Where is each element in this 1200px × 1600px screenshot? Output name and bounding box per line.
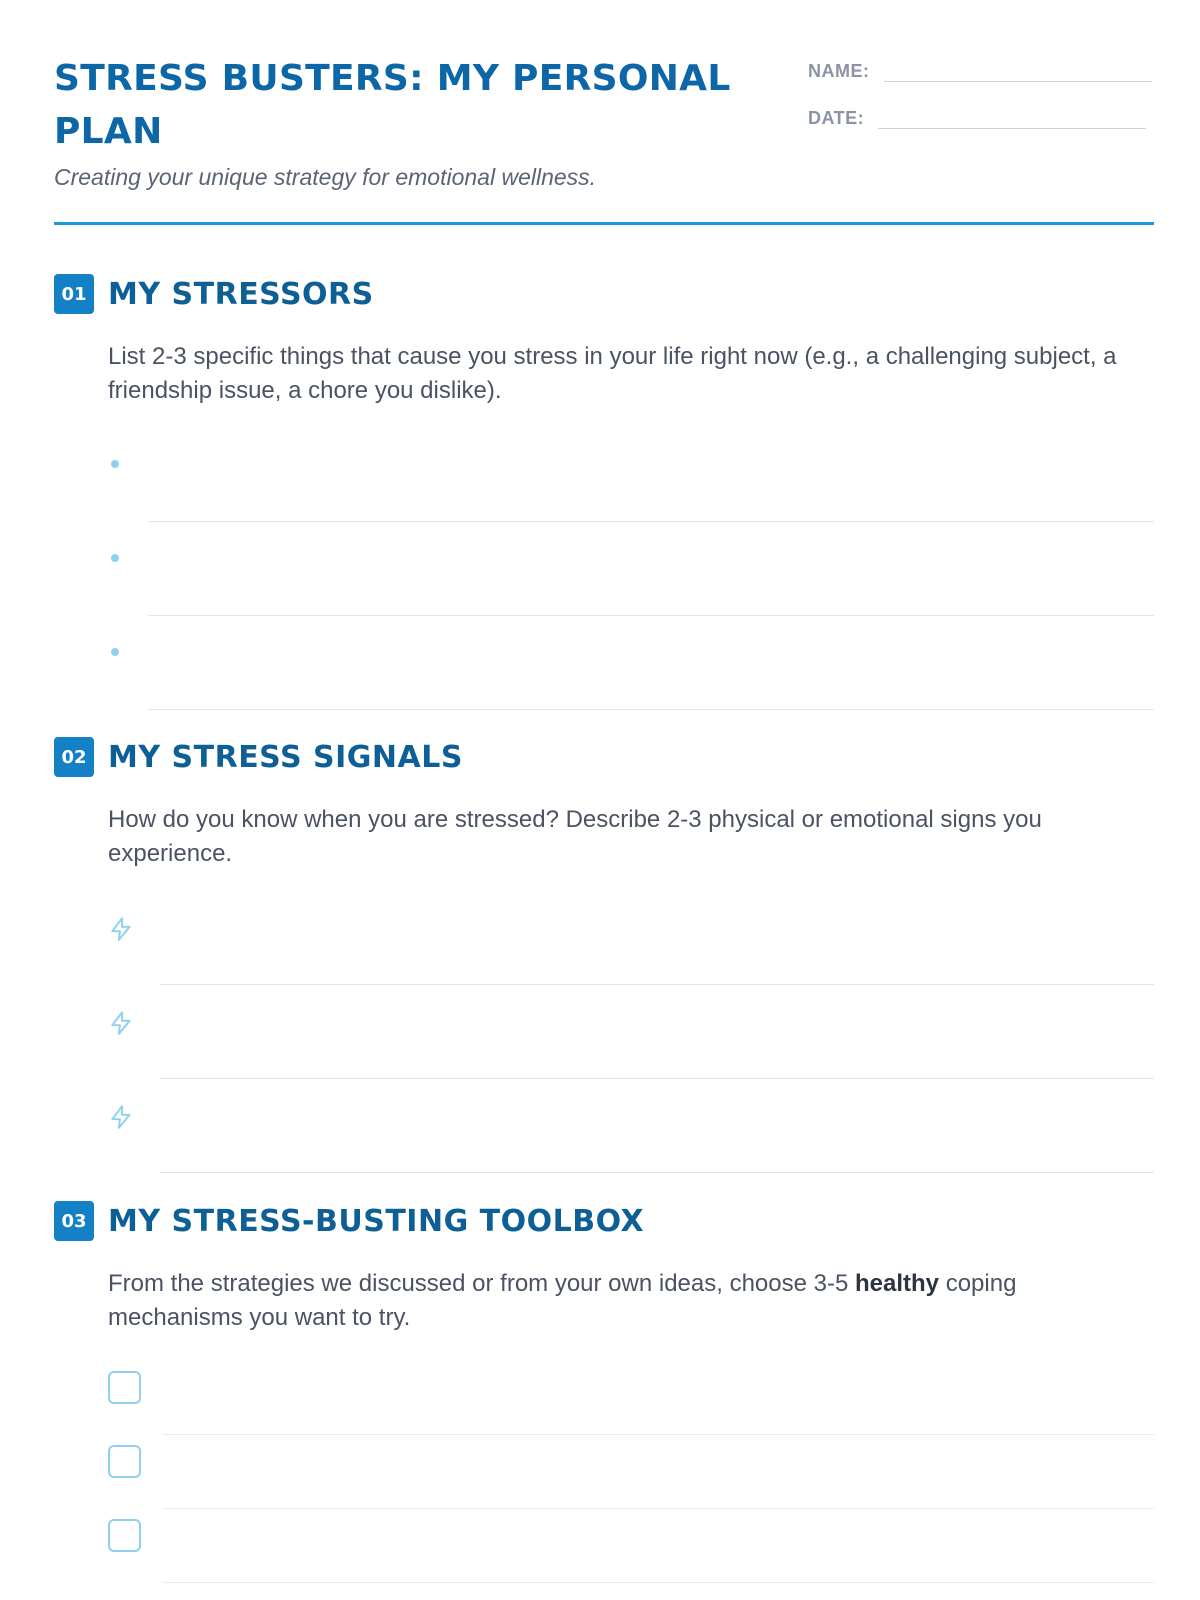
section-number-badge: 03 xyxy=(54,1201,94,1241)
page-subtitle: Creating your unique strategy for emotional wellness. xyxy=(54,164,597,190)
answer-lines xyxy=(108,891,1154,1173)
answer-line[interactable] xyxy=(108,428,1154,522)
checkbox[interactable] xyxy=(108,1445,141,1478)
write-line xyxy=(148,709,1154,710)
answer-line[interactable] xyxy=(108,616,1154,710)
bullet-dot-icon xyxy=(111,648,119,656)
section-header xyxy=(54,1201,1154,1241)
section-toolbox xyxy=(54,1201,1154,1583)
description-text: From the strategies we discussed or from your own ideas, choose 3-5 xyxy=(108,1270,855,1297)
section-description xyxy=(108,1267,1154,1335)
section-title: MY STRESSORS xyxy=(108,276,374,312)
section-stressors xyxy=(54,274,1154,710)
section-title: MY STRESS-BUSTING TOOLBOX xyxy=(108,1203,645,1239)
name-label: NAME: xyxy=(808,61,870,81)
section-number-badge: 01 xyxy=(54,274,94,314)
name-field[interactable] xyxy=(884,56,1152,82)
answer-lines xyxy=(108,428,1154,710)
section-number-badge: 02 xyxy=(54,737,94,777)
lightning-icon xyxy=(108,1009,134,1037)
description-emphasis: healthy xyxy=(855,1270,940,1297)
lightning-icon xyxy=(108,915,134,943)
section-header xyxy=(54,737,1154,777)
checkbox-line xyxy=(108,1361,1154,1435)
checkbox-lines xyxy=(108,1361,1154,1583)
worksheet-page xyxy=(54,0,1154,1331)
answer-line[interactable] xyxy=(108,985,1154,1079)
name-field-row xyxy=(808,56,1152,82)
section-stress-signals xyxy=(54,737,1154,1173)
section-header xyxy=(54,274,1154,314)
checkbox-line xyxy=(108,1509,1154,1583)
description-text: coping mechanisms you want to try. xyxy=(108,1270,1017,1331)
checkbox[interactable] xyxy=(108,1519,141,1552)
worksheet-header xyxy=(54,0,1154,225)
section-title: MY STRESS SIGNALS xyxy=(108,739,463,775)
date-label: DATE: xyxy=(808,108,865,128)
date-field-row xyxy=(808,103,1146,129)
write-line xyxy=(160,1172,1154,1173)
bullet-dot-icon xyxy=(111,460,119,468)
answer-line[interactable] xyxy=(108,891,1154,985)
checkbox-line xyxy=(108,1435,1154,1509)
bullet-dot-icon xyxy=(111,554,119,562)
date-field[interactable] xyxy=(878,103,1146,129)
lightning-icon xyxy=(108,1103,134,1131)
section-description: List 2-3 specific things that cause you stress in your life right now (e.g., a challenging subject, a friendship issue, a chore you dislike). xyxy=(108,343,1117,404)
checkbox[interactable] xyxy=(108,1371,141,1404)
answer-line[interactable] xyxy=(108,1079,1154,1173)
write-line[interactable] xyxy=(162,1582,1154,1583)
answer-line[interactable] xyxy=(108,522,1154,616)
page-title: STRESS BUSTERS: MY PERSONAL PLAN xyxy=(54,58,731,152)
section-description: How do you know when you are stressed? Describe 2-3 physical or emotional signs you experience. xyxy=(108,806,1042,867)
